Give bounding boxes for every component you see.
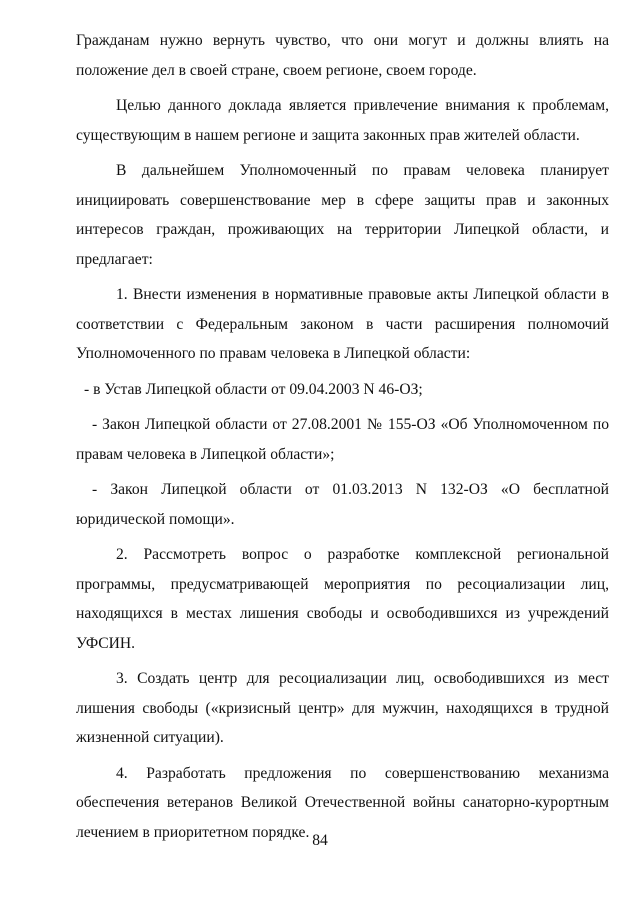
paragraph-ombudsman-plans: В дальнейшем Уполномоченный по правам человека планирует инициировать совершенствование мер в сфере защиты прав и законных интересов граждан, проживающих на территории Липецкой области, и предлагает: [76,162,609,268]
paragraph-proposal-3: 3. Создать центр для ресоциализации лиц, освободившихся из мест лишения свободы («кризисный центр» для мужчин, находящихся в трудной жизненной ситуации). [76,670,609,746]
document-body [76,26,609,853]
paragraph-proposal-1: 1. Внести изменения в нормативные правовые акты Липецкой области в соответствии с Федеральным законом в части расширения полномочий Уполномоченного по правам человека в Липецкой области: [76,286,609,362]
paragraph-proposal-4: 4. Разработать предложения по совершенствованию механизма обеспечения ветеранов Великой Отечественной войны санаторно-курортным лечением в приоритетном порядке. [76,764,609,841]
paragraph-law-132: - Закон Липецкой области от 01.03.2013 N 132-ОЗ «О бесплатной юридической помощи». [76,481,609,528]
paragraph-charter: - в Устав Липецкой области от 09.04.2003 N 46-ОЗ; [84,380,423,398]
paragraph-proposal-2: 2. Рассмотреть вопрос о разработке комплексной региональной программы, предусматривающей мероприятия по ресоциализации лиц, находящихся в местах лишения свободы и освободившихся из учреждений УФСИН. [76,546,609,652]
paragraph-citizens: Гражданам нужно вернуть чувство, что они могут и должны влиять на положение дел в своей стране, своем регионе, своем городе. [76,32,609,79]
paragraph-law-155: - Закон Липецкой области от 27.08.2001 № 155-ОЗ «Об Уполномоченном по правам человека в Липецкой области»; [76,416,609,463]
paragraph-report-goal: Целью данного доклада является привлечение внимания к проблемам, существующим в нашем регионе и защита законных прав жителей области. [76,97,609,144]
page-number: 84 [312,832,328,849]
